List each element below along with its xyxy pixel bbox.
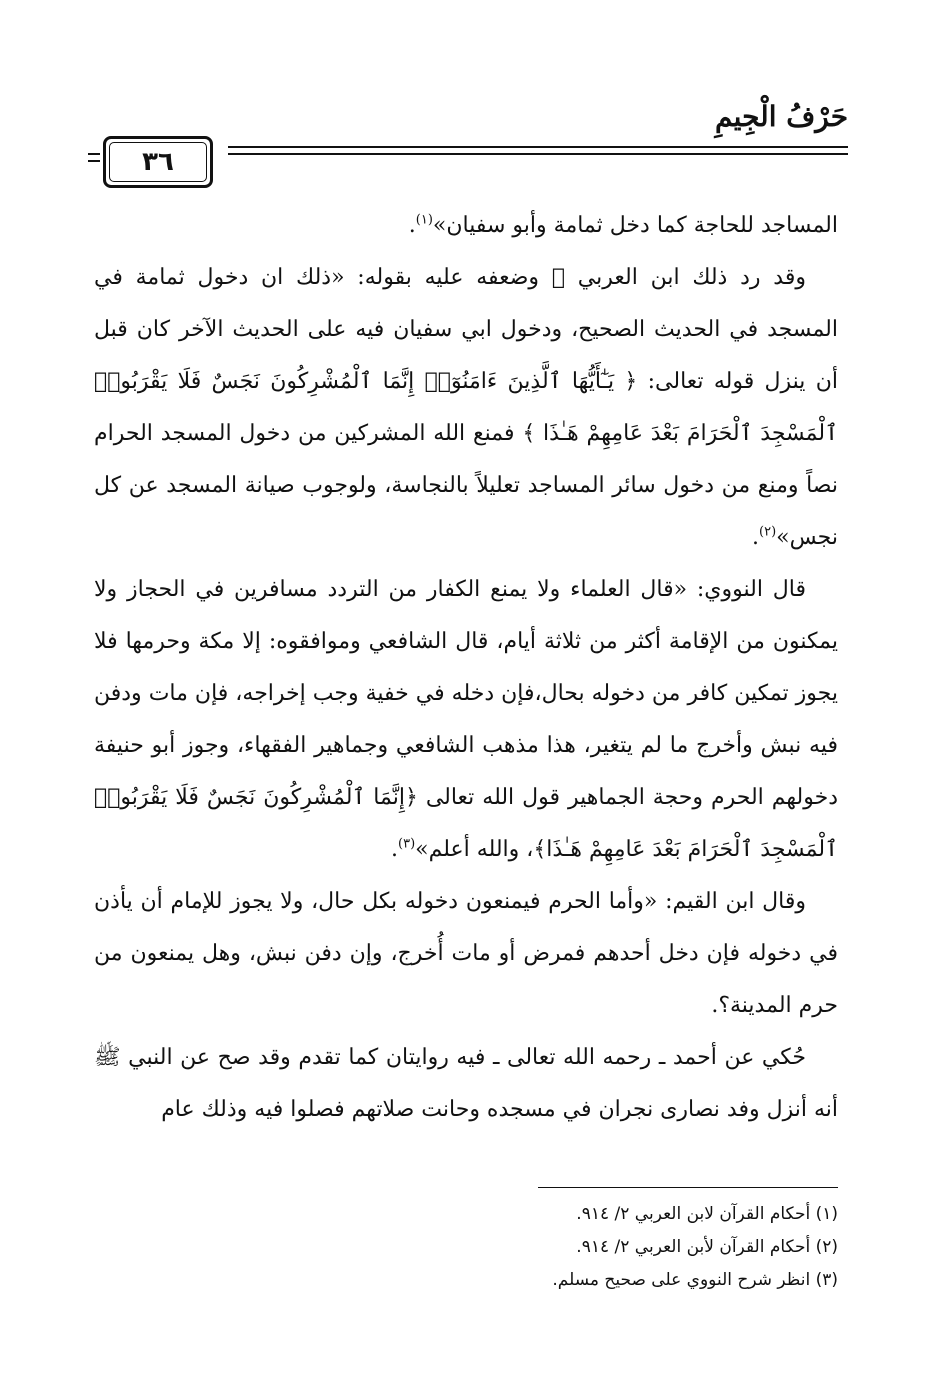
header-rule-top (228, 146, 848, 148)
page-number: ٣٦ (142, 147, 174, 177)
paragraph: وقد رد ذلك ابن العربي ﷺ وضعفه عليه بقوله: «ذلك ان دخول ثمامة في المسجد في الحديث الصحيح، ودخول ابي سفيان فيه على الحديث الآخر كان قبل أن ينزل قوله تعالى: ﴿ يَـٰٓأَيُّهَا ٱلَّذِينَ ءَامَنُوٓا۟ إِنَّمَا ٱلْمُشْرِكُونَ نَجَسٌ فَلَا يَقْرَبُوا۟ ٱلْمَسْجِدَ ٱلْحَرَامَ بَعْدَ عَامِهِمْ هَـٰذَا ﴾ فمنع الله المشركين من دخول المسجد الحرام نصاً ومنع من دخول سائر المساجد تعليلاً بالنجاسة، ولوجوب صيانة المسجد عن كل نجس»$^{(٢)}$. (94, 265, 838, 550)
page-number-box (103, 136, 213, 188)
footnote-item: (٢) أحكام القرآن لأبن العربي ٢/ ٩١٤. (576, 1237, 838, 1257)
footnote-ref: (١) (415, 212, 433, 228)
paragraph: قال النووي: «قال العلماء ولا يمنع الكفار من التردد مسافرين في الحجاز ولا يمكنون من الإقامة أكثر من ثلاثة أيام، قال الشافعي وموافقوه: إلا مكة وحرمها فلا يجوز تمكين كافر من دخوله بحال،فإن دخله في خفية وجب إخراجه، فإن مات ودفن فيه نبش وأخرج ما لم يتغير، هذا مذهب الشافعي وجماهير الفقهاء، وجوز أبو حنيفة دخولهم الحرم وحجة الجماهير قول الله تعالى ﴿إِنَّمَا ٱلْمُشْرِكُونَ نَجَسٌ فَلَا يَقْرَبُوا۟ ٱلْمَسْجِدَ ٱلْحَرَامَ بَعْدَ عَامِهِمْ هَـٰذَا﴾، والله أعلم»$^{(٣)}$. (94, 577, 838, 862)
footnotes (98, 1198, 838, 1297)
footnote-item: (١) أحكام القرآن لابن العربي ٢/ ٩١٤. (576, 1204, 838, 1224)
paragraph: حُكي عن أحمد ـ رحمه الله تعالى ـ فيه روايتان كما تقدم وقد صح عن النبي ﷺ أنه أنزل وفد نصارى نجران في مسجده وحانت صلاتهم فصلوا فيه وذلك عام (94, 1045, 838, 1122)
page-header (88, 100, 848, 190)
footnote-separator (538, 1187, 838, 1188)
header-rule-bottom (228, 153, 848, 155)
paragraph: وقال ابن القيم: «وأما الحرم فيمنعون دخوله بكل حال، ولا يجوز للإمام أن يأذن في دخوله فإن دخل أحدهم فمرض أو مات أُخرج، وإن دفن نبش، وهل يمنعون من حرم المدينة؟. (94, 889, 838, 1018)
section-title: حَرْفُ الْجِيمِ (715, 100, 848, 133)
footnote-item: (٣) انظر شرح النووي على صحيح مسلم. (552, 1270, 838, 1290)
footnote-ref: (٣) (398, 836, 416, 852)
body-text (94, 200, 838, 1136)
header-mark-top (88, 153, 100, 155)
header-mark-bottom (88, 160, 100, 162)
footnote-ref: (٢) (759, 524, 777, 540)
paragraph: المساجد للحاجة كما دخل ثمامة وأبو سفيان»$^{(١)}$. (408, 212, 838, 238)
